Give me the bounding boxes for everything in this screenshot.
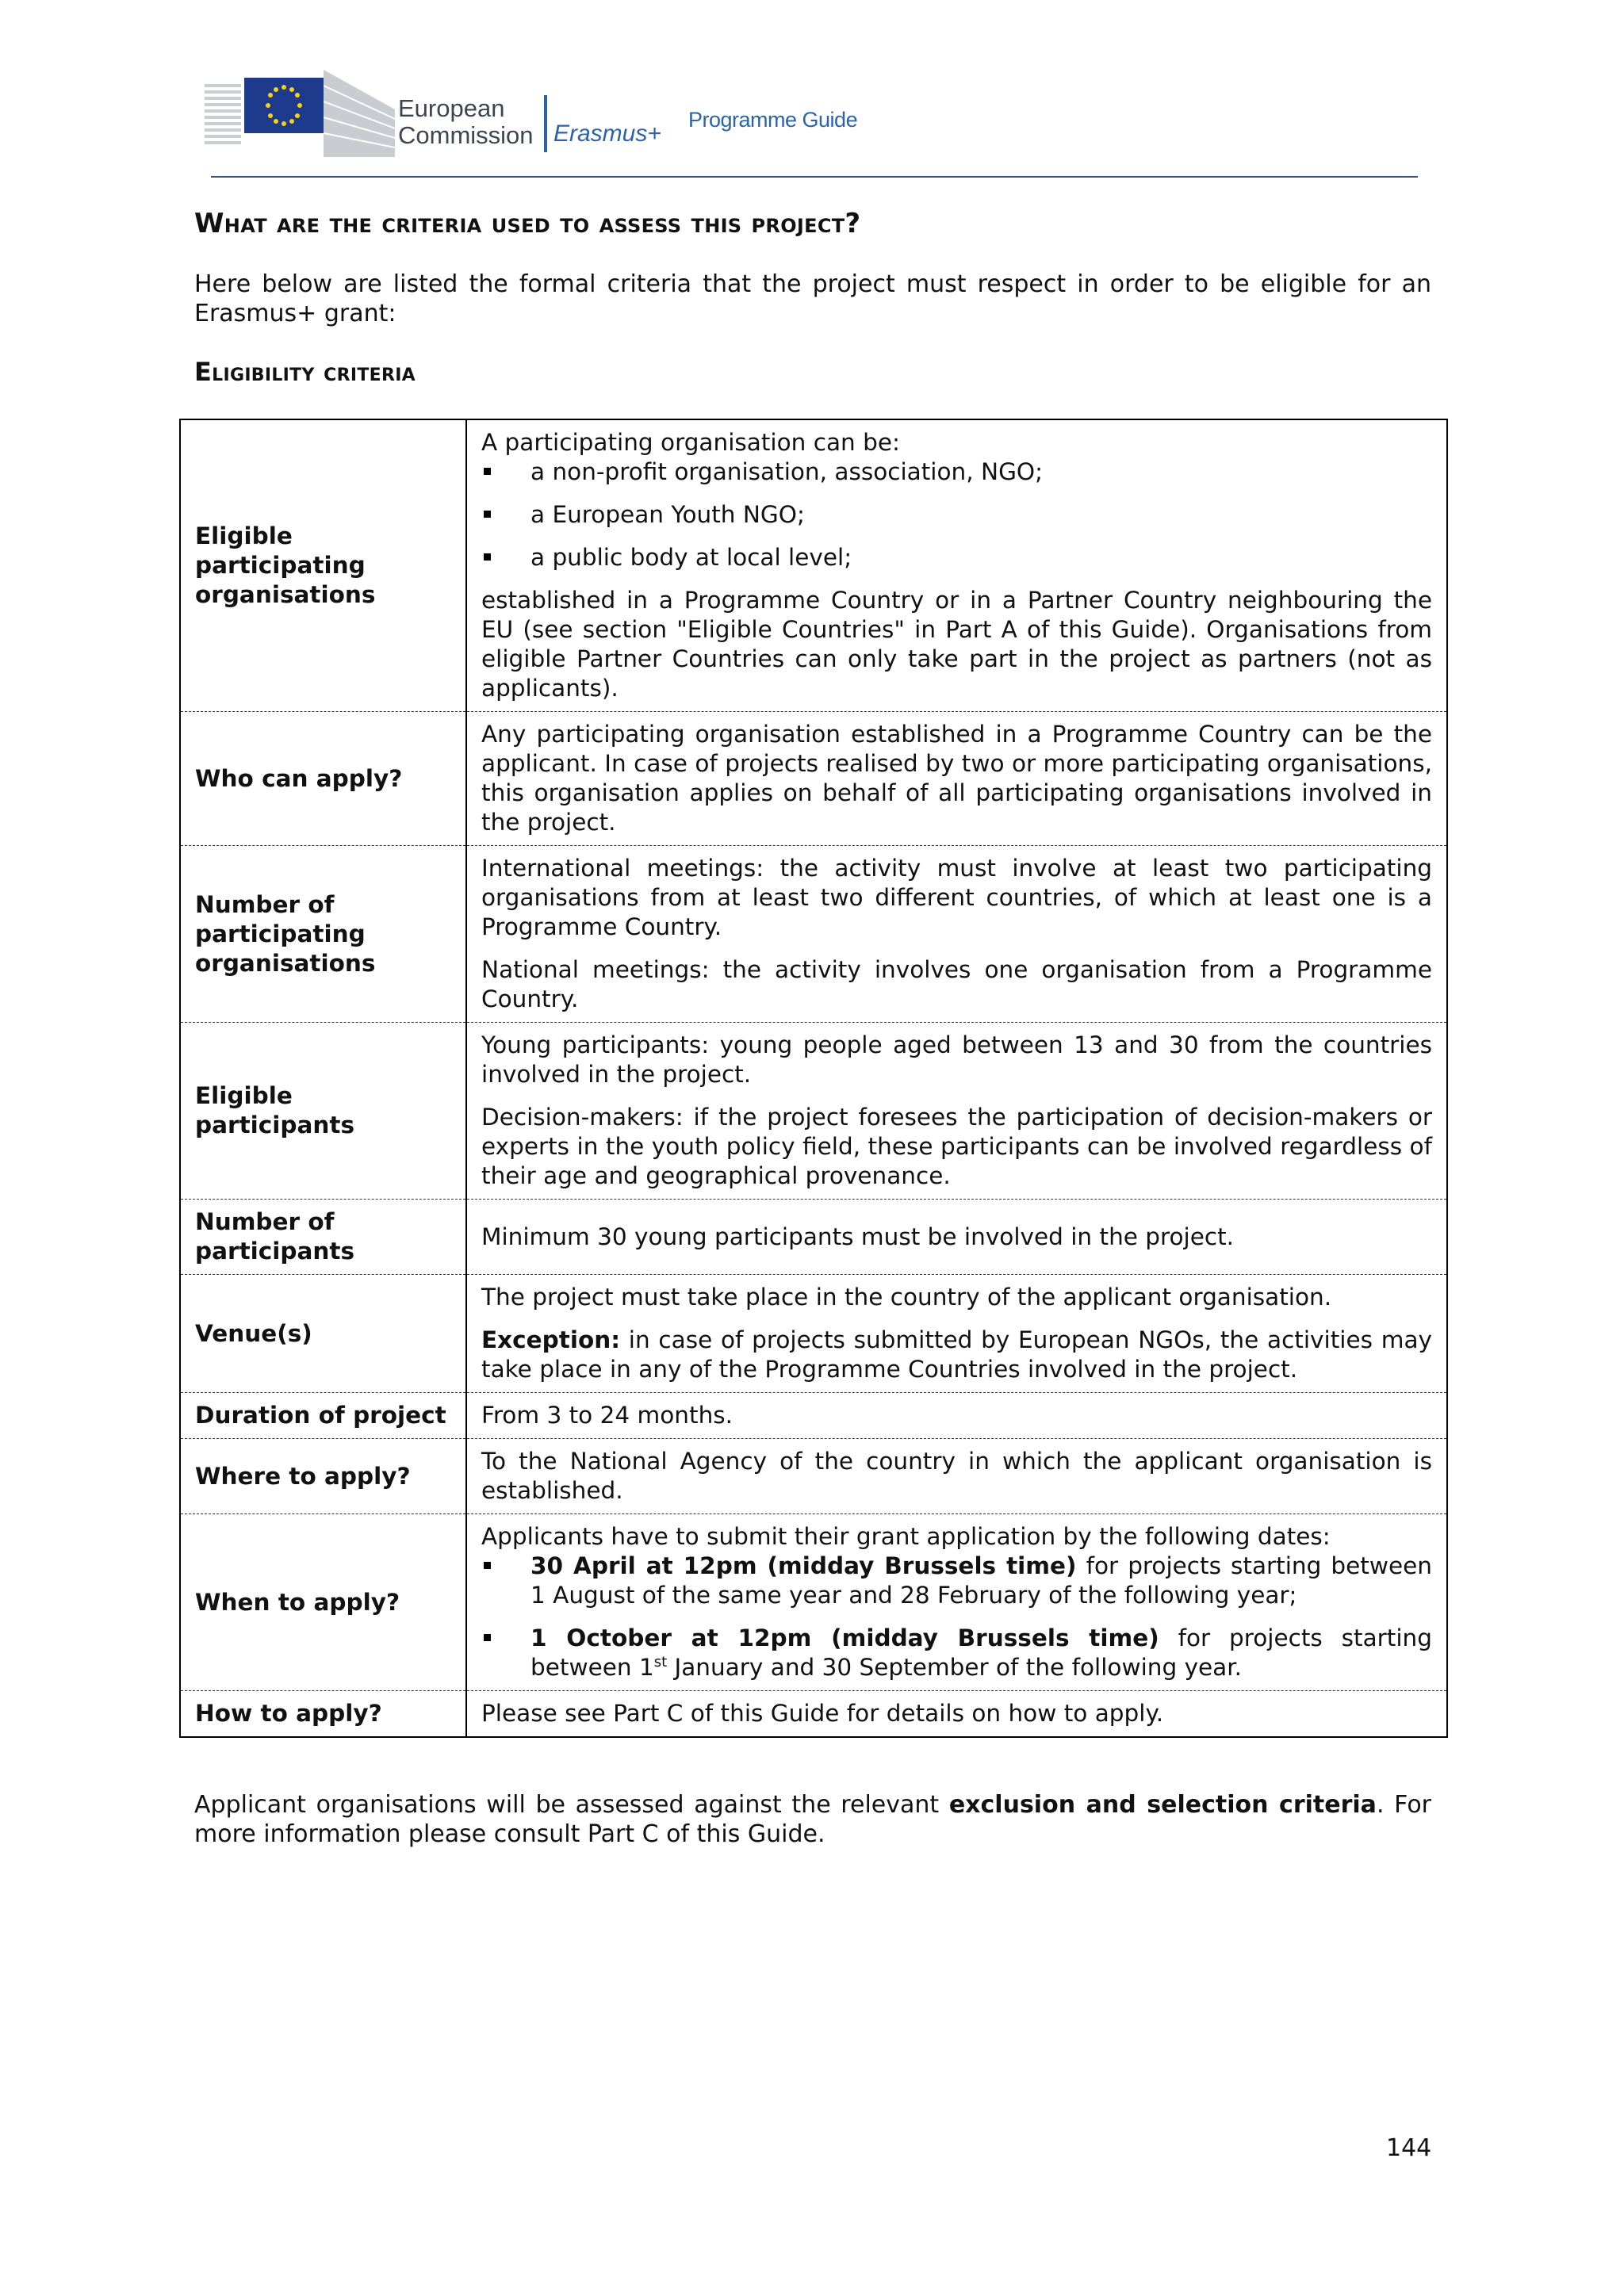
criterion-value xyxy=(466,1275,1447,1393)
criterion-value xyxy=(466,1023,1447,1200)
criterion-text: To the National Agency of the country in which the applicant organisation is established. xyxy=(481,1448,1432,1504)
erasmus-wordmark: Erasmus+ xyxy=(553,121,661,147)
criterion-text: Applicants have to submit their grant application by the following dates: xyxy=(481,1523,1331,1550)
deadline-list xyxy=(481,1552,1432,1682)
page-header xyxy=(205,54,1418,181)
deadline-text: for projects starting between 1 xyxy=(530,1624,1432,1681)
criterion-text: established in a Programme Country or in a Partner Country neighbouring the EU (see section "Eligible Countries" in Part A of this Guide). Organisations from eligible Partner Countries can only take part in the project as partners (not as applicants). xyxy=(481,587,1432,702)
list-item: a public body at local level; xyxy=(481,543,1432,572)
criterion-text: National meetings: the activity involves one organisation from a Programme Country. xyxy=(481,956,1432,1012)
table-row xyxy=(180,1691,1447,1738)
table-row xyxy=(180,1514,1447,1691)
deadline-date: 1 October at 12pm (midday Brussels time) xyxy=(530,1624,1159,1651)
criterion-label: Duration of project xyxy=(180,1393,466,1439)
section-heading: What are the criteria used to assess this project? xyxy=(194,208,861,239)
table-row xyxy=(180,1393,1447,1439)
header-divider xyxy=(211,176,1418,178)
criterion-label: Number of participants xyxy=(180,1200,466,1275)
criterion-value xyxy=(466,1393,1447,1439)
ordinal-suffix: st xyxy=(653,1654,668,1671)
table-row xyxy=(180,1439,1447,1514)
deadline-date: 30 April at 12pm (midday Brussels time) xyxy=(530,1552,1077,1579)
criterion-label: Where to apply? xyxy=(180,1439,466,1514)
intro-paragraph: Here below are listed the formal criteria that the project must respect in order to be eligible for an Erasmus+ grant: xyxy=(194,270,1431,327)
criterion-label: Who can apply? xyxy=(180,712,466,846)
criterion-text: A participating organisation can be: xyxy=(481,429,900,456)
document-title: Programme Guide xyxy=(688,108,858,132)
deadline-text: January and 30 September of the following year. xyxy=(667,1654,1243,1681)
criterion-label: Venue(s) xyxy=(180,1275,466,1393)
page-number: 144 xyxy=(1386,2134,1432,2162)
criterion-text: Minimum 30 young participants must be involved in the project. xyxy=(481,1223,1235,1250)
list-item: a non-profit organisation, association, NGO; xyxy=(481,457,1432,487)
criterion-text: The project must take place in the country of the applicant organisation. xyxy=(481,1284,1332,1311)
deadline-item xyxy=(481,1624,1432,1682)
wordmark-divider xyxy=(544,95,547,152)
bullet-list xyxy=(481,457,1432,572)
closing-text: . For more information please consult Part C of this Guide. xyxy=(194,1791,1432,1848)
list-item: a European Youth NGO; xyxy=(481,500,1432,530)
table-row xyxy=(180,419,1447,712)
criterion-value xyxy=(466,712,1447,846)
criterion-text: Please see Part C of this Guide for details on how to apply. xyxy=(481,1700,1164,1727)
european-commission-wordmark: European Commission xyxy=(398,94,534,149)
subsection-heading: Eligibility criteria xyxy=(194,357,416,387)
eligibility-criteria-table xyxy=(179,419,1448,1738)
criterion-text: From 3 to 24 months. xyxy=(481,1402,733,1429)
criterion-value xyxy=(466,846,1447,1023)
criterion-text xyxy=(481,1326,1432,1384)
european-commission-logo xyxy=(205,54,395,157)
criterion-value xyxy=(466,1200,1447,1275)
closing-paragraph xyxy=(194,1790,1431,1849)
exception-label: Exception: xyxy=(481,1326,621,1353)
table-row xyxy=(180,1023,1447,1200)
closing-text: Applicant organisations will be assessed against the relevant xyxy=(194,1791,949,1819)
criterion-value xyxy=(466,1514,1447,1691)
criterion-text: International meetings: the activity must involve at least two participating organisations from at least two different countries, of which at least one is a Programme Country. xyxy=(481,855,1432,940)
criterion-value xyxy=(466,1439,1447,1514)
table-row xyxy=(180,846,1447,1023)
criterion-text: Decision-makers: if the project foresees the participation of decision-makers or experts in the youth policy field, these participants can be involved regardless of their age and geographical provenance. xyxy=(481,1104,1432,1189)
criterion-value xyxy=(466,419,1447,712)
table-row xyxy=(180,1275,1447,1393)
criterion-label: Eligible participating organisations xyxy=(180,419,466,712)
criterion-label: How to apply? xyxy=(180,1691,466,1738)
closing-emphasis: exclusion and selection criteria xyxy=(948,1791,1377,1819)
criterion-label: When to apply? xyxy=(180,1514,466,1691)
criterion-text: Young participants: young people aged between 13 and 30 from the countries involved in the project. xyxy=(481,1031,1432,1088)
exception-text: in case of projects submitted by European NGOs, the activities may take place in any of the Programme Countries involved in the project. xyxy=(481,1326,1432,1383)
deadline-text: for projects starting between 1 August of the same year and 28 February of the following year; xyxy=(530,1552,1432,1609)
criterion-value xyxy=(466,1691,1447,1738)
criterion-label: Eligible participants xyxy=(180,1023,466,1200)
deadline-item xyxy=(481,1552,1432,1610)
table-row xyxy=(180,712,1447,846)
criterion-text: Any participating organisation established in a Programme Country can be the applicant. In case of projects realised by two or more participating organisations, this organisation applies on behalf of all participating organisations involved in the project. xyxy=(481,721,1432,836)
table-row xyxy=(180,1200,1447,1275)
criterion-label: Number of participating organisations xyxy=(180,846,466,1023)
